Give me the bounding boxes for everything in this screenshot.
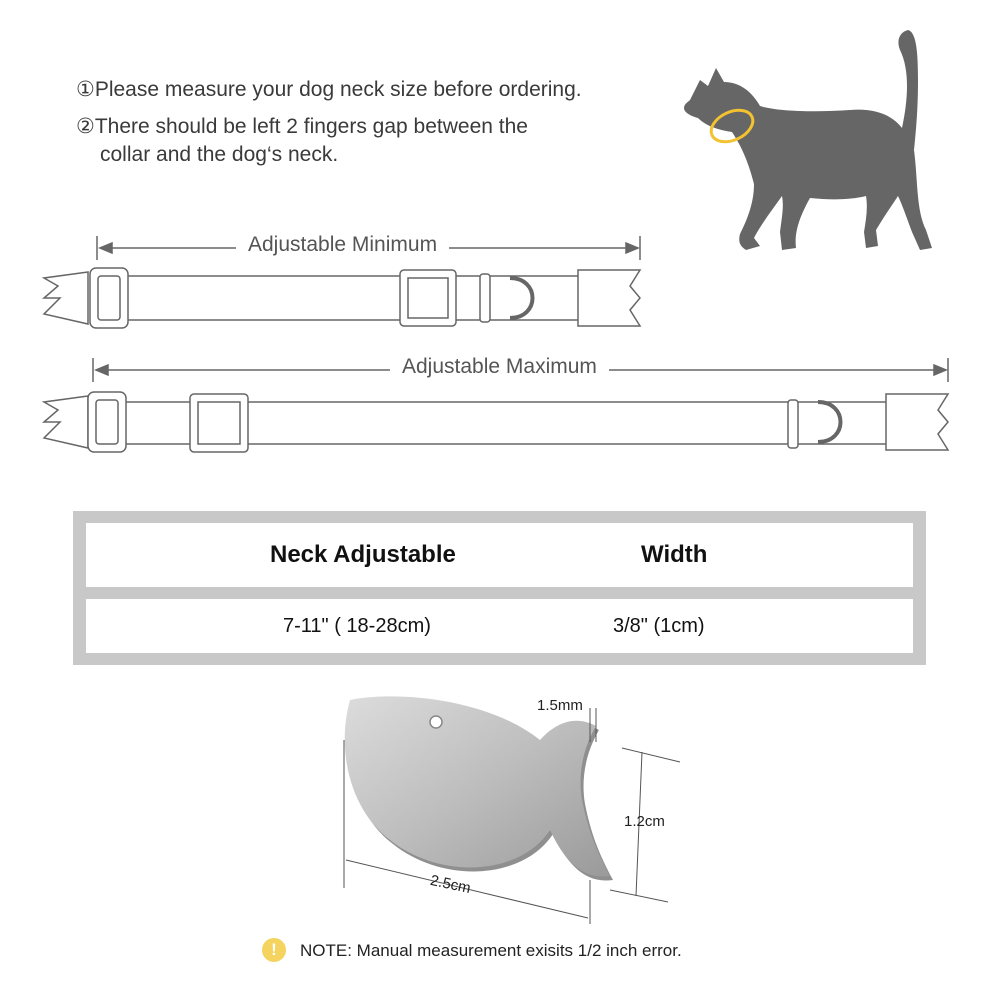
- value-neck-adjustable: 7-11" ( 18-28cm): [283, 615, 431, 637]
- fish-tag-icon: [345, 696, 613, 880]
- tag-width-label: 2.5cm: [428, 871, 473, 898]
- table-header-row: [86, 523, 913, 587]
- header-width: Width: [641, 541, 708, 568]
- instruction-2: ②There should be left 2 fingers gap between the: [76, 115, 528, 138]
- tag-height-label: 1.2cm: [624, 813, 665, 830]
- adjustable-maximum-label: Adjustable Maximum: [390, 355, 609, 379]
- table-row: [86, 599, 913, 653]
- measurement-note: NOTE: Manual measurement exisits 1/2 inch error.: [300, 941, 682, 960]
- warning-icon: !: [262, 938, 286, 962]
- cat-illustration: [670, 20, 950, 270]
- instruction-1: ①Please measure your dog neck size before ordering.: [76, 78, 582, 101]
- tag-thickness-label: 1.5mm: [537, 697, 583, 714]
- value-width: 3/8" (1cm): [613, 615, 705, 637]
- header-neck-adjustable: Neck Adjustable: [270, 541, 456, 568]
- fish-tag-diagram: [320, 680, 700, 930]
- spec-table: [73, 511, 926, 665]
- adjustable-minimum-label: Adjustable Minimum: [236, 233, 449, 257]
- instruction-2-continued: collar and the dog‘s neck.: [100, 143, 339, 166]
